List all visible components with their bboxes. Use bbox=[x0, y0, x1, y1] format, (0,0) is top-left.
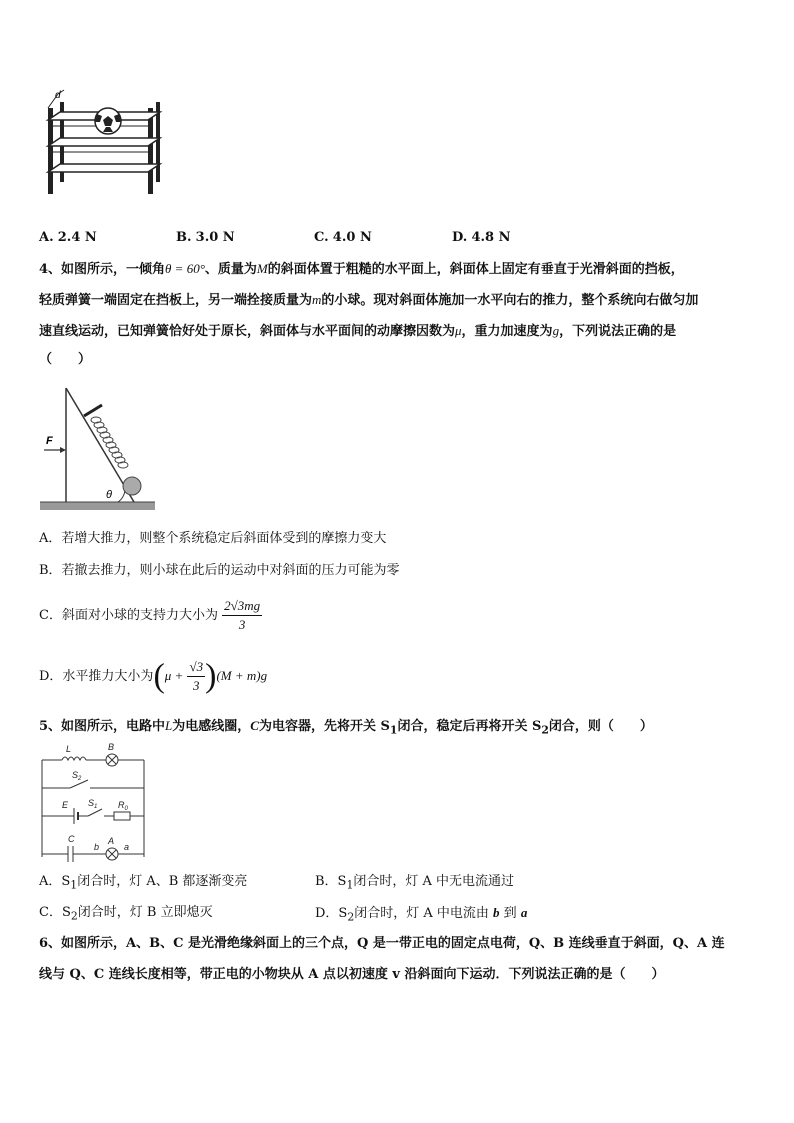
q4-option-b: B．若撤去推力，则小球在此后的运动中对斜面的压力可能为零 bbox=[39, 563, 400, 578]
q4-stem-line1: 4、如图所示，一倾角θ = 60°、质量为M的斜面体置于粗糙的水平面上，斜面体上固定有垂直于光滑斜面的挡板， bbox=[39, 261, 684, 277]
q4-option-c-fraction: $\frac{2√3mg}{3}$ bbox=[224, 598, 261, 632]
q3-option-a: A. 2.4 N bbox=[39, 230, 97, 245]
q4-option-d: D．水平推力大小为(μ + $\frac{√3}{3}$ )(M + m)g bbox=[39, 657, 268, 695]
q3-label-d: d bbox=[55, 90, 61, 101]
q4-option-d-fraction: $\frac{√3}{3}$ bbox=[189, 659, 204, 693]
circuit-label-S2: $S_2$ bbox=[72, 770, 82, 782]
circuit-label-R0: $R_0$ bbox=[118, 800, 128, 812]
q6-stem-line1: 6、如图所示，A、B、C 是光滑绝缘斜面上的三个点，Q 是一带正电的固定点电荷，Q、B 连线垂直于斜面，Q、A 连 bbox=[39, 936, 725, 951]
q4-label-F: F bbox=[46, 435, 53, 447]
q4-label-theta: θ bbox=[106, 489, 112, 501]
q5-figure-circuit bbox=[38, 742, 150, 864]
circuit-label-L: L bbox=[66, 744, 72, 754]
circuit-label-C: C bbox=[68, 834, 75, 844]
q5-option-a: A．$S_1$闭合时，灯 A、B 都逐渐变亮 bbox=[39, 874, 248, 892]
circuit-label-E: E bbox=[62, 800, 69, 810]
q3-option-d: D. 4.8 N bbox=[452, 230, 511, 245]
q4-answer-blank: （ ） bbox=[39, 352, 92, 367]
circuit-label-b: b bbox=[94, 842, 100, 852]
q5-option-d: D．$S_2$闭合时，灯 A 中电流由 b 到 a bbox=[315, 905, 528, 924]
q3-option-c: C. 4.0 N bbox=[314, 230, 372, 245]
q5-stem: 5、如图所示，电路中L为电感线圈，C为电容器，先将开关 $S_1$闭合，稳定后再将开关 $S_2$闭合，则（ ） bbox=[39, 718, 653, 737]
circuit-label-B: B bbox=[108, 742, 115, 752]
q3-figure-shoe-rack bbox=[40, 86, 170, 196]
circuit-label-A: A bbox=[108, 836, 115, 846]
q6-stem-line2: 线与 Q、C 连线长度相等，带正电的小物块从 A 点以初速度 v 沿斜面向下运动．下列说法正确的是（ ） bbox=[39, 967, 665, 982]
q4-option-c: C．斜面对小球的支持力大小为 $\frac{2√3mg}{3}$ bbox=[39, 598, 261, 632]
q5-option-b: B．$S_1$闭合时，灯 A 中无电流通过 bbox=[315, 874, 515, 892]
circuit-label-S1: $S_1$ bbox=[88, 798, 98, 810]
q4-figure-incline bbox=[40, 378, 160, 518]
q4-stem-line2: 轻质弹簧一端固定在挡板上，另一端拴接质量为m的小球。现对斜面体施加一水平向右的推力，整个系统向右做匀加 bbox=[39, 292, 699, 308]
q4-stem-line3: 速直线运动，已知弹簧恰好处于原长，斜面体与水平面间的动摩擦因数为μ，重力加速度为g，下列说法正确的是 bbox=[39, 323, 677, 339]
circuit-label-a: a bbox=[124, 842, 130, 852]
q5-option-c: C．$S_2$闭合时，灯 B 立即熄灭 bbox=[39, 905, 213, 923]
q4-option-a: A．若增大推力，则整个系统稳定后斜面体受到的摩擦力变大 bbox=[39, 531, 387, 546]
q3-option-b: B. 3.0 N bbox=[176, 230, 235, 245]
